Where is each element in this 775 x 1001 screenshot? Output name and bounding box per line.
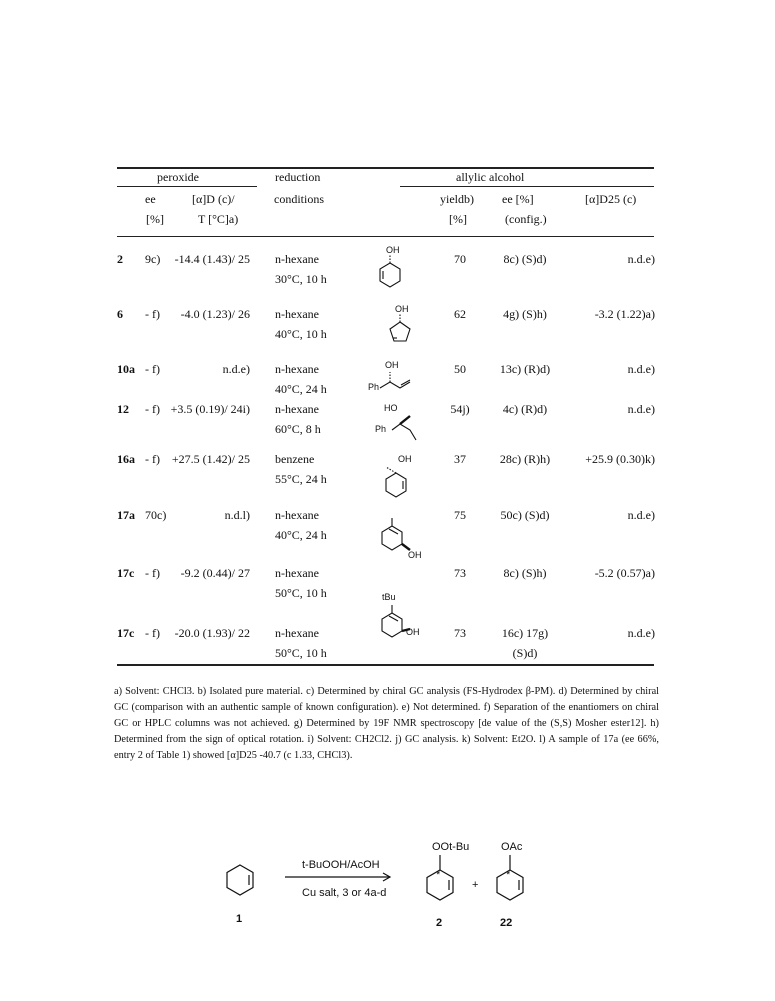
structure-methylcyclohexenol: [386, 467, 406, 497]
row-yield: 73: [454, 626, 466, 640]
row-yield: 37: [454, 452, 466, 466]
struct-label-oh-4: OH: [398, 454, 412, 464]
struct-label-ph-1: Ph: [368, 382, 380, 392]
scheme-label-2: 2: [436, 917, 443, 929]
row-id: 10a: [117, 362, 135, 376]
row-ee2: 8c) (S)d): [503, 252, 547, 266]
row-conditions: 50°C, 10 h: [275, 646, 327, 660]
allylic-underline: [400, 186, 654, 187]
struct-label-ph-2: Ph: [375, 424, 387, 434]
row-alpha2: n.d.e): [627, 402, 655, 416]
header-ee2: ee [%]: [502, 192, 534, 206]
row-ee: 9c): [145, 252, 161, 266]
row-yield: 73: [454, 566, 466, 580]
row-alpha: +27.5 (1.42)/ 25: [171, 452, 250, 466]
row-solvent: n-hexane: [275, 362, 319, 376]
row-alpha2: -5.2 (0.57)a): [594, 566, 655, 580]
row-id: 12: [117, 402, 129, 416]
row-ee2: 50c) (S)d): [500, 508, 550, 522]
row-alpha2: -3.2 (1.22)a): [594, 307, 655, 321]
struct-label-oh-1: OH: [386, 245, 400, 255]
row-ee: - f): [145, 452, 160, 466]
row-alpha: -20.0 (1.93)/ 22: [174, 626, 250, 640]
row-solvent: n-hexane: [275, 566, 319, 580]
row-conditions: 60°C, 8 h: [275, 422, 321, 436]
row-solvent: n-hexane: [275, 307, 319, 321]
table-top-rule: [117, 167, 654, 169]
struct-label-oh-6: OH: [406, 627, 420, 637]
row-ee: - f): [145, 566, 160, 580]
header-bottom-rule: [117, 236, 654, 237]
row-conditions: 40°C, 10 h: [275, 327, 327, 341]
scheme-reagent-top: t-BuOOH/AcOH: [302, 859, 380, 871]
row-conditions: 40°C, 24 h: [275, 528, 327, 542]
row-conditions: 55°C, 24 h: [275, 472, 327, 486]
header-yield: yieldb): [440, 192, 474, 206]
scheme-label-1: 1: [236, 913, 243, 925]
scheme-reagent-bottom: Cu salt, 3 or 4a-d: [302, 887, 387, 899]
struct-label-oh-5: OH: [408, 550, 422, 560]
row-alpha: -4.0 (1.23)/ 26: [180, 307, 250, 321]
row-yield: 50: [454, 362, 466, 376]
header-ee-unit: [%]: [146, 212, 164, 226]
row-ee: - f): [145, 626, 160, 640]
row-conditions: 50°C, 10 h: [275, 586, 327, 600]
row-ee2: 4c) (R)d): [502, 402, 548, 416]
struct-label-ho: HO: [384, 403, 398, 413]
row-ee: - f): [145, 307, 160, 321]
structure-methylcyclohexenol-2: [382, 518, 410, 550]
row-id: 2: [117, 252, 123, 266]
row-yield: 62: [454, 307, 466, 321]
header-reduction: reduction: [275, 170, 321, 184]
row-alpha: +3.5 (0.19)/ 24i): [170, 402, 250, 416]
table-bottom-rule: [117, 664, 654, 666]
row-ee: - f): [145, 402, 160, 416]
row-yield: 75: [454, 508, 466, 522]
row-yield: 70: [454, 252, 466, 266]
row-alpha2: +25.9 (0.30)k): [585, 452, 655, 466]
header-conditions: conditions: [274, 192, 324, 206]
row-yield: 54j): [450, 402, 470, 416]
row-solvent: n-hexane: [275, 626, 319, 640]
row-solvent: n-hexane: [275, 252, 319, 266]
header-alpha2: [α]D25 (c): [585, 192, 637, 206]
header-temp: T [°C]a): [198, 212, 239, 226]
scheme-cyclohexene: [227, 865, 253, 895]
row-ee2: 28c) (R)h): [499, 452, 551, 466]
row-ee2-config: (S)d): [512, 646, 538, 660]
row-alpha: -14.4 (1.43)/ 25: [174, 252, 250, 266]
row-ee2: 8c) (S)h): [503, 566, 547, 580]
structure-cyclopentenol: [390, 314, 410, 341]
struct-label-tbu: tBu: [382, 592, 396, 602]
row-ee: - f): [145, 362, 160, 376]
header-allylic: allylic alcohol: [456, 170, 525, 184]
reaction-scheme: [210, 830, 550, 930]
row-alpha: n.d.l): [224, 508, 250, 522]
row-alpha2: n.d.e): [627, 508, 655, 522]
scheme-label-22: 22: [500, 917, 513, 929]
row-solvent: n-hexane: [275, 508, 319, 522]
table-structures: [360, 240, 440, 660]
row-alpha2: n.d.e): [627, 362, 655, 376]
header-config: (config.): [505, 212, 547, 226]
header-alpha: [α]D (c)/: [192, 192, 235, 206]
scheme-star-22: *: [506, 869, 511, 881]
peroxide-underline: [117, 186, 257, 187]
struct-label-oh-3: OH: [385, 360, 399, 370]
header-ee: ee: [145, 192, 156, 206]
row-alpha: -9.2 (0.44)/ 27: [180, 566, 250, 580]
row-ee2: 13c) (R)d): [499, 362, 551, 376]
scheme-sub-2: OOt-Bu: [432, 841, 470, 853]
row-conditions: 40°C, 24 h: [275, 382, 327, 396]
row-solvent: n-hexane: [275, 402, 319, 416]
row-id: 16a: [117, 452, 135, 466]
scheme-plus: +: [472, 879, 479, 891]
row-id: 6: [117, 307, 123, 321]
row-ee2: 4g) (S)h): [503, 307, 547, 321]
row-id: 17c: [117, 566, 135, 580]
structure-allyl-alcohol: [380, 372, 410, 388]
row-alpha2: n.d.e): [627, 252, 655, 266]
footnote: a) Solvent: CHCl3. b) Isolated pure material. c) Determined by chiral GC analysis (FS-Hydrodex β-PM). d) Determined by chiral GC (comparison with an authentic sample of known configuration). e) Not determined. f) Separation of the enantiomers on chiral GC or HPLC columns was not achieved. g) Determined by 19F NMR spectroscopy [de value of the (S,S) Mosher ester12]. h) Determined from the sign of optical rotation. i) Solvent: CH2Cl2. j) GC analysis. k) Solvent: Et2O. l) A sample of 17a (ee 66%, entry 2 of Table 1) showed [α]D25 -40.7 (c 1.33, CHCl3).: [114, 686, 659, 761]
row-alpha: n.d.e): [222, 362, 250, 376]
scheme-sub-22: OAc: [501, 841, 523, 853]
row-conditions: 30°C, 10 h: [275, 272, 327, 286]
struct-label-oh-2: OH: [395, 304, 409, 314]
header-peroxide: peroxide: [157, 170, 199, 184]
row-id: 17a: [117, 508, 135, 522]
row-id: 17c: [117, 626, 135, 640]
row-ee2: 16c) 17g): [501, 626, 549, 640]
structure-tertiary-alcohol: [392, 416, 416, 440]
structure-cyclohexenol: [380, 255, 400, 287]
row-solvent: benzene: [275, 452, 315, 466]
row-alpha2: n.d.e): [627, 626, 655, 640]
row-ee: 70c): [145, 508, 167, 522]
scheme-star-2: *: [436, 869, 441, 881]
header-yield-unit: [%]: [449, 212, 467, 226]
